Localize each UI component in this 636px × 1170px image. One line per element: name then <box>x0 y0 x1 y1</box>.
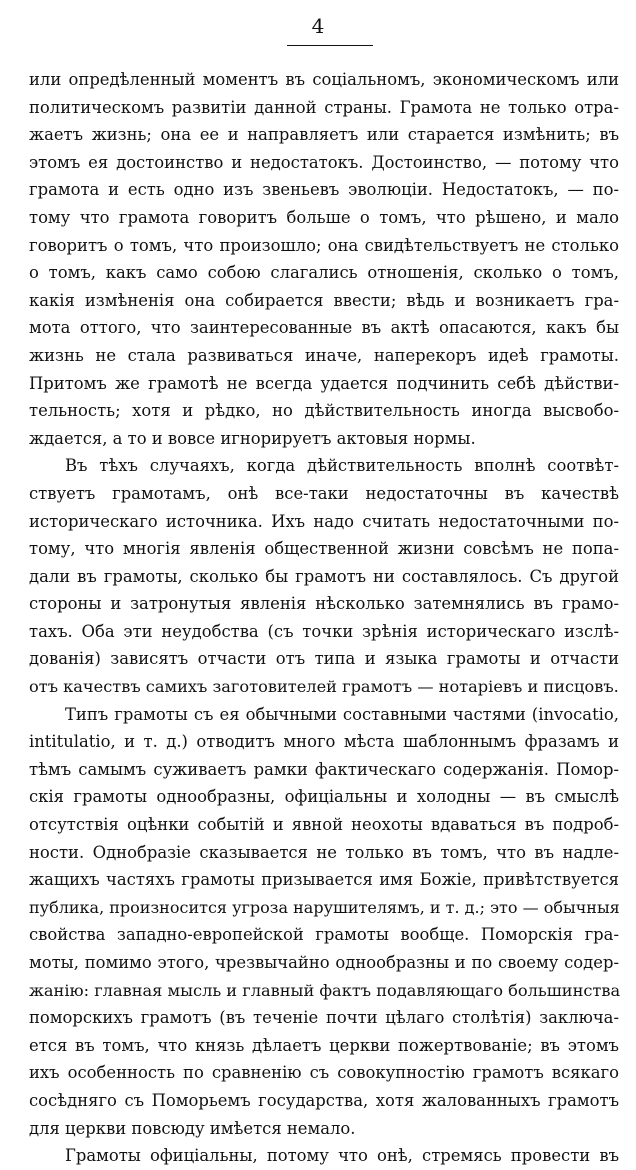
text-line: историческаго источника. Ихъ надо считать недостаточными по- <box>29 511 619 531</box>
text-line: Типъ грамоты съ ея обычными составными частями (invocatio, <box>65 704 619 724</box>
text-line: говоритъ о томъ, что произошло; она свидѣтельствуетъ не столько <box>29 235 619 255</box>
text-line: о томъ, какъ само собою слагались отношенія, сколько о томъ, <box>29 263 619 283</box>
text-line: этомъ ея достоинство и недостатокъ. Достоинство, — потому что <box>29 152 619 172</box>
text-line: моты, помимо этого, чрезвычайно однообразны и по своему содер- <box>29 953 619 972</box>
text-line: тельность; хотя и рѣдко, но дѣйствительность иногда высвобо- <box>29 401 619 421</box>
text-line: отъ качествъ самихъ заготовителей грамотъ — нотаріевъ и писцовъ. <box>29 677 619 697</box>
text-line: ется въ томъ, что князь дѣлаетъ церкви пожертвованіе; въ этомъ <box>29 1035 619 1055</box>
header-rule <box>287 45 373 46</box>
text-line: политическомъ развитіи данной страны. Грамота не только отра- <box>29 97 619 117</box>
text-line: жанію: главная мысль и главный фактъ подавляющаго большинства <box>29 980 621 1000</box>
text-line: грамота и есть одно изъ звеньевъ эволюціи. Недостатокъ, — по- <box>29 180 619 200</box>
text-line: публика, произносится угроза нарушителямъ, и т. д.; это — обычныя <box>29 897 620 917</box>
text-line: intitulatio, и т. д.) отводитъ много мѣста шаблоннымъ фразамъ и <box>29 732 619 752</box>
text-line: или опредѣленный моментъ въ соціальномъ, экономическомъ или <box>29 70 619 89</box>
text-line: Въ тѣхъ случаяхъ, когда дѣйствительность вполнѣ соотвѣт- <box>65 456 619 476</box>
text-line: жизнь не стала развиваться иначе, наперекоръ идеѣ грамоты. <box>29 345 619 365</box>
text-line: Притомъ же грамотѣ не всегда удается подчинить себѣ дѣйстви- <box>29 373 619 393</box>
text-line: ждается, а то и вовсе игнорируетъ актовыя нормы. <box>29 428 476 448</box>
text-line: свойства западно-европейской грамоты вообще. Поморскія гра- <box>29 925 619 945</box>
page-number: 4 <box>311 14 325 38</box>
text-line: тому что грамота говоритъ больше о томъ, что рѣшено, и мало <box>29 207 619 227</box>
text-line: дали въ грамоты, сколько бы грамотъ ни составлялось. Съ другой <box>29 566 619 586</box>
text-line: ности. Однобразіе сказывается не только въ томъ, что въ надле- <box>29 842 619 862</box>
text-line: дованія) зависятъ отчасти отъ типа и языка грамоты и отчасти <box>29 649 619 669</box>
text-line: какія измѣненія она собирается ввести; вѣдь и возникаетъ гра- <box>29 290 619 310</box>
text-line: тѣмъ самымъ суживаетъ рамки фактическаго содержанія. Помор- <box>29 759 619 779</box>
text-line: скія грамоты однообразны, офиціальны и холодны — въ смыслѣ <box>29 787 619 807</box>
text-line: стороны и затронутыя явленія нѣсколько затемнялись въ грамо- <box>29 594 619 614</box>
text-line: Грамоты офиціальны, потому что онѣ, стремясь провести въ <box>65 1146 619 1166</box>
text-line: ствуетъ грамотамъ, онѣ все-таки недостаточны въ качествѣ <box>29 483 619 503</box>
text-line: для церкви повсюду имѣется немало. <box>29 1118 356 1138</box>
text-line: жаетъ жизнь; она ее и направляетъ или старается измѣнить; въ <box>29 125 619 145</box>
text-line: поморскихъ грамотъ (въ теченіе почти цѣлаго столѣтія) заключа- <box>29 1008 619 1028</box>
text-line: жащихъ частяхъ грамоты призывается имя Божіе, привѣтствуется <box>29 870 619 890</box>
text-line: отсутствія оцѣнки событій и явной неохоты вдаваться въ подроб- <box>29 815 619 835</box>
text-line: ихъ особенность по сравненію съ совокупностію грамотъ всякаго <box>29 1063 619 1083</box>
text-line: мота оттого, что заинтересованные въ актѣ опасаются, какъ бы <box>29 318 619 338</box>
text-line: тому, что многія явленія общественной жизни совсѣмъ не попа- <box>29 539 619 559</box>
text-line: тахъ. Оба эти неудобства (съ точки зрѣнія историческаго изслѣ- <box>29 621 619 641</box>
text-line: сосѣдняго съ Поморьемъ государства, хотя жалованныхъ грамотъ <box>29 1090 619 1110</box>
body-text <box>29 66 619 1170</box>
